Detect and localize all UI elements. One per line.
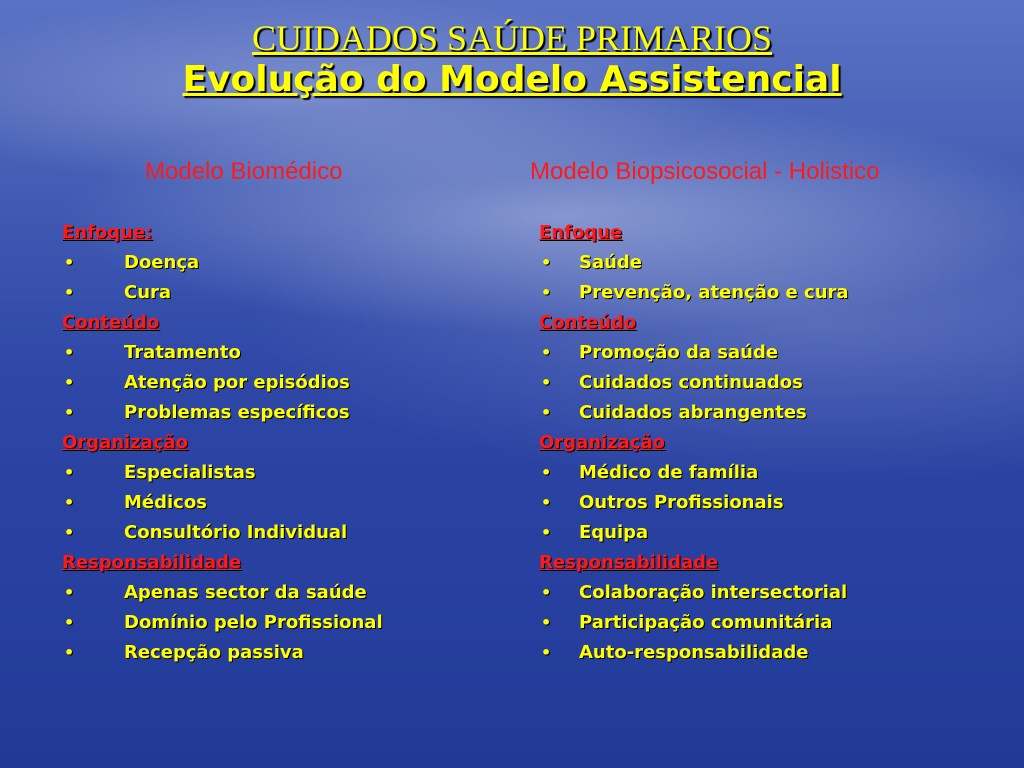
section-label: Responsabilidade: [62, 552, 242, 573]
list-item-text: Recepção passiva: [124, 642, 304, 663]
list-item-text: Cuidados abrangentes: [579, 402, 807, 423]
list-item: [539, 278, 999, 308]
bullet-icon: •: [541, 613, 552, 632]
bullet-icon: •: [541, 403, 552, 422]
list-item: [62, 278, 462, 308]
list-item-text: Tratamento: [124, 342, 241, 363]
bullet-icon: •: [541, 643, 552, 662]
section-label: Conteúdo: [539, 312, 637, 333]
list-item-text: Colaboração intersectorial: [579, 582, 848, 603]
section-label: Conteúdo: [62, 312, 160, 333]
list-item-text: Atenção por episódios: [124, 372, 350, 393]
section-label: Organização: [62, 432, 188, 453]
list-item: [62, 518, 462, 548]
list-item: [539, 398, 999, 428]
list-item: [539, 338, 999, 368]
left-column: [62, 218, 462, 668]
list-item: [539, 518, 999, 548]
right-column-heading: Modelo Biopsicosocial - Holistico: [530, 158, 880, 185]
bullet-icon: •: [541, 373, 552, 392]
section-label: Organização: [539, 432, 665, 453]
bullet-icon: •: [541, 463, 552, 482]
bullet-icon: •: [64, 583, 75, 602]
bullet-icon: •: [541, 253, 552, 272]
bullet-icon: •: [64, 463, 75, 482]
left-column-heading: Modelo Biomédico: [145, 158, 343, 185]
list-item: [539, 248, 999, 278]
list-item-text: Médico de família: [579, 462, 759, 483]
list-item-text: Saúde: [579, 252, 643, 273]
list-item: [62, 368, 462, 398]
list-item: [62, 578, 462, 608]
bullet-icon: •: [64, 613, 75, 632]
list-item-text: Cura: [124, 282, 172, 303]
bullet-icon: •: [541, 583, 552, 602]
section-label: Enfoque:: [62, 222, 153, 243]
list-item-text: Prevenção, atenção e cura: [579, 282, 849, 303]
list-item-text: Cuidados continuados: [579, 372, 803, 393]
bullet-icon: •: [541, 523, 552, 542]
bullet-icon: •: [64, 283, 75, 302]
list-item-text: Promoção da saúde: [579, 342, 779, 363]
list-item: [62, 488, 462, 518]
section-label: Responsabilidade: [539, 552, 719, 573]
list-item: [62, 638, 462, 668]
list-item-text: Outros Profissionais: [579, 492, 784, 513]
bullet-icon: •: [541, 493, 552, 512]
list-item-text: Participação comunitária: [579, 612, 833, 633]
list-item: [539, 638, 999, 668]
bullet-icon: •: [64, 253, 75, 272]
list-item: [62, 338, 462, 368]
list-item: [539, 608, 999, 638]
bullet-icon: •: [64, 523, 75, 542]
section-label: Enfoque: [539, 222, 623, 243]
title-block: [0, 18, 1024, 101]
list-item-text: Apenas sector da saúde: [124, 582, 367, 603]
list-item: [62, 398, 462, 428]
right-column: [539, 218, 999, 668]
list-item-text: Consultório Individual: [124, 522, 348, 543]
title-main: CUIDADOS SAÚDE PRIMARIOS: [251, 18, 773, 58]
bullet-icon: •: [64, 643, 75, 662]
list-item: [62, 248, 462, 278]
bullet-icon: •: [64, 403, 75, 422]
list-item: [539, 368, 999, 398]
list-item: [539, 578, 999, 608]
list-item: [62, 608, 462, 638]
bullet-icon: •: [541, 283, 552, 302]
title-subtitle: Evolução do Modelo Assistencial: [182, 59, 842, 101]
bullet-icon: •: [64, 373, 75, 392]
bullet-icon: •: [64, 493, 75, 512]
bullet-icon: •: [541, 343, 552, 362]
list-item: [539, 458, 999, 488]
list-item-text: Especialistas: [124, 462, 256, 483]
bullet-icon: •: [64, 343, 75, 362]
list-item-text: Problemas específicos: [124, 402, 350, 423]
list-item: [539, 488, 999, 518]
list-item-text: Doença: [124, 252, 200, 273]
list-item-text: Equipa: [579, 522, 649, 543]
list-item-text: Domínio pelo Profissional: [124, 612, 383, 633]
list-item: [62, 458, 462, 488]
list-item-text: Médicos: [124, 492, 207, 513]
list-item-text: Auto-responsabilidade: [579, 642, 809, 663]
